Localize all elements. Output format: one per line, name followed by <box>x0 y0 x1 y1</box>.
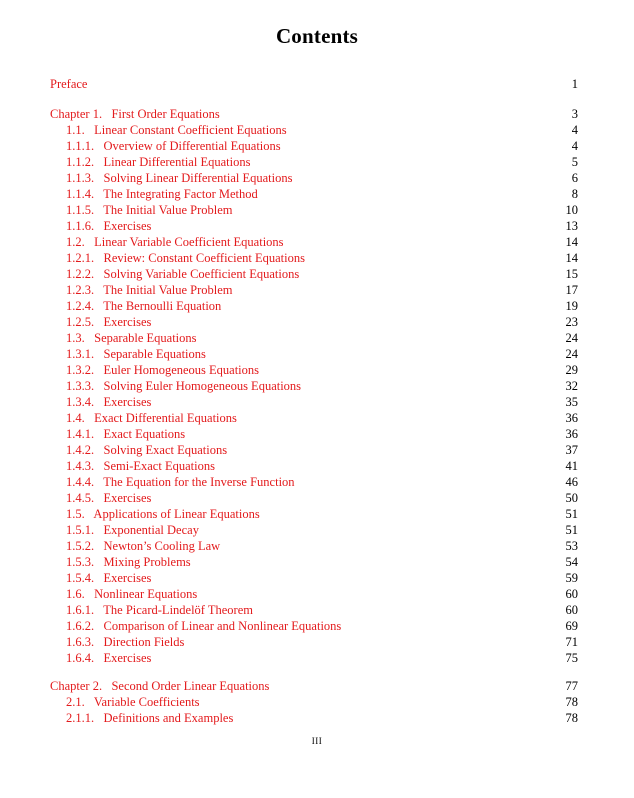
toc-page-number: 29 <box>565 363 578 377</box>
toc-page-number: 35 <box>565 395 578 409</box>
toc-page-number: 37 <box>565 443 578 457</box>
toc-entry-link[interactable]: 1.6.2. Comparison of Linear and Nonlinear Equations <box>66 619 342 633</box>
toc-page-number: 13 <box>565 219 578 233</box>
toc-page-number: 14 <box>565 235 578 249</box>
toc-entry-link[interactable]: 1.3.1. Separable Equations <box>66 347 206 361</box>
toc-entry-link[interactable]: 1.5. Applications of Linear Equations <box>66 507 260 521</box>
toc-page-number: 41 <box>565 459 578 473</box>
toc-page-number: 50 <box>565 491 578 505</box>
toc-page-number: 53 <box>565 539 578 553</box>
toc-entry-link[interactable]: 1.4. Exact Differential Equations <box>66 411 237 425</box>
toc-page-number: 51 <box>565 507 578 521</box>
toc-entry <box>50 710 578 726</box>
toc-page-number: 3 <box>571 107 578 121</box>
toc-page-number: 78 <box>565 695 578 709</box>
toc-entry <box>50 106 578 122</box>
toc-entry-link[interactable]: 2.1.1. Definitions and Examples <box>66 711 234 725</box>
toc-entry-link[interactable]: 1.1.4. The Integrating Factor Method <box>66 187 258 201</box>
toc-page-number: 8 <box>571 187 578 201</box>
toc-entry <box>50 634 578 650</box>
toc-entry <box>50 266 578 282</box>
toc-entry-link[interactable]: 1.3. Separable Equations <box>66 331 197 345</box>
toc-entry-link[interactable]: 1.1.1. Overview of Differential Equations <box>66 139 281 153</box>
toc-entry <box>50 250 578 266</box>
toc-page-number: 10 <box>565 203 578 217</box>
toc-entry-link[interactable]: 1.4.2. Solving Exact Equations <box>66 443 228 457</box>
toc-entry <box>50 170 578 186</box>
toc-entry-link[interactable]: 1.4.1. Exact Equations <box>66 427 186 441</box>
toc-page-number: 60 <box>565 587 578 601</box>
toc-entry-link[interactable]: 1.1.5. The Initial Value Problem <box>66 203 233 217</box>
toc-entry-link[interactable]: 1.1.3. Solving Linear Differential Equations <box>66 171 293 185</box>
toc-entry <box>50 234 578 250</box>
toc-entry-link[interactable]: Preface <box>50 77 88 91</box>
toc-page-number: 46 <box>565 475 578 489</box>
toc-page-number: 36 <box>565 427 578 441</box>
toc-entry-link[interactable]: 1.2. Linear Variable Coefficient Equations <box>66 235 284 249</box>
toc-page-number: 71 <box>565 635 578 649</box>
toc-page-number: 60 <box>565 603 578 617</box>
page-number: III <box>311 736 323 746</box>
toc-entry <box>50 442 578 458</box>
toc-page-number: 17 <box>565 283 578 297</box>
toc-entry-link[interactable]: 1.2.2. Solving Variable Coefficient Equations <box>66 267 300 281</box>
toc-entry <box>50 410 578 426</box>
toc-entry-link[interactable]: 1.4.4. The Equation for the Inverse Function <box>66 475 295 489</box>
toc-entry <box>50 186 578 202</box>
toc-entry-link[interactable]: Chapter 1. First Order Equations <box>50 107 220 121</box>
toc-entry <box>50 650 578 666</box>
toc-entry <box>50 678 578 694</box>
toc-entry-link[interactable]: 1.1.6. Exercises <box>66 219 152 233</box>
toc-page-number: 78 <box>565 711 578 725</box>
toc-entry-link[interactable]: 1.2.1. Review: Constant Coefficient Equations <box>66 251 305 265</box>
toc-page-number: 75 <box>565 651 578 665</box>
toc-page-number: 69 <box>565 619 578 633</box>
toc-entry <box>50 506 578 522</box>
toc-entry <box>50 346 578 362</box>
toc-entry-link[interactable]: 1.6.3. Direction Fields <box>66 635 185 649</box>
toc-page-number: 24 <box>565 347 578 361</box>
toc-entry <box>50 602 578 618</box>
toc-entry-link[interactable]: 2.1. Variable Coefficients <box>66 695 200 709</box>
toc-entry <box>50 538 578 554</box>
toc-page-number: 23 <box>565 315 578 329</box>
toc-page-number: 24 <box>565 331 578 345</box>
toc-page-number: 1 <box>571 77 578 91</box>
toc-entry-link[interactable]: 1.5.2. Newton’s Cooling Law <box>66 539 221 553</box>
toc-entry <box>50 76 578 92</box>
toc-entry <box>50 314 578 330</box>
toc-page-number: 4 <box>571 139 578 153</box>
toc-entry <box>50 378 578 394</box>
toc-entry <box>50 394 578 410</box>
toc-entry-link[interactable]: 1.2.3. The Initial Value Problem <box>66 283 233 297</box>
toc-page-number: 32 <box>565 379 578 393</box>
toc-entry <box>50 154 578 170</box>
toc-page-number: 15 <box>565 267 578 281</box>
toc-page-number: 51 <box>565 523 578 537</box>
toc-entry <box>50 330 578 346</box>
toc-page-number: 14 <box>565 251 578 265</box>
toc-entry-link[interactable]: 1.5.1. Exponential Decay <box>66 523 199 537</box>
toc-entry-link[interactable]: 1.5.4. Exercises <box>66 571 152 585</box>
toc-entry <box>50 282 578 298</box>
toc-entry-link[interactable]: 1.1. Linear Constant Coefficient Equations <box>66 123 287 137</box>
page-title: Contents <box>275 24 359 48</box>
toc-entry <box>50 426 578 442</box>
toc-page-number: 5 <box>571 155 578 169</box>
toc-entry <box>50 586 578 602</box>
toc-page-number: 4 <box>571 123 578 137</box>
toc-entry <box>50 218 578 234</box>
toc-entry-link[interactable]: 1.3.2. Euler Homogeneous Equations <box>66 363 260 377</box>
toc-entry <box>50 618 578 634</box>
toc-entry-link[interactable]: 1.3.3. Solving Euler Homogeneous Equations <box>66 379 302 393</box>
toc-entry <box>50 362 578 378</box>
toc-page-number: 59 <box>565 571 578 585</box>
toc-page-number: 36 <box>565 411 578 425</box>
toc-entry-link[interactable]: 1.5.3. Mixing Problems <box>66 555 191 569</box>
toc-entry <box>50 490 578 506</box>
toc-entry-link[interactable]: 1.3.4. Exercises <box>66 395 152 409</box>
toc-entry <box>50 522 578 538</box>
toc-entry <box>50 122 578 138</box>
toc-entry-link[interactable]: 1.2.5. Exercises <box>66 315 152 329</box>
toc-entry-link[interactable]: 1.2.4. The Bernoulli Equation <box>66 299 222 313</box>
toc-page-number: 6 <box>571 171 578 185</box>
toc-entry <box>50 554 578 570</box>
toc-entry-link[interactable]: 1.1.2. Linear Differential Equations <box>66 155 251 169</box>
toc-entry-link[interactable]: Chapter 2. Second Order Linear Equations <box>50 679 270 693</box>
toc-entry <box>50 474 578 490</box>
toc-entry <box>50 458 578 474</box>
toc-entry-link[interactable]: 1.6.1. The Picard-Lindelöf Theorem <box>66 603 253 617</box>
toc-page-number: 54 <box>565 555 578 569</box>
toc-entry <box>50 694 578 710</box>
toc-page-number: 77 <box>565 679 578 693</box>
toc-entry <box>50 138 578 154</box>
toc-entry-link[interactable]: 1.6.4. Exercises <box>66 651 152 665</box>
toc-entry <box>50 202 578 218</box>
toc-entry <box>50 298 578 314</box>
toc-entry-link[interactable]: 1.4.3. Semi-Exact Equations <box>66 459 215 473</box>
toc-entry-link[interactable]: 1.4.5. Exercises <box>66 491 152 505</box>
toc-entry-link[interactable]: 1.6. Nonlinear Equations <box>66 587 198 601</box>
toc-page-number: 19 <box>565 299 578 313</box>
toc-entry <box>50 570 578 586</box>
